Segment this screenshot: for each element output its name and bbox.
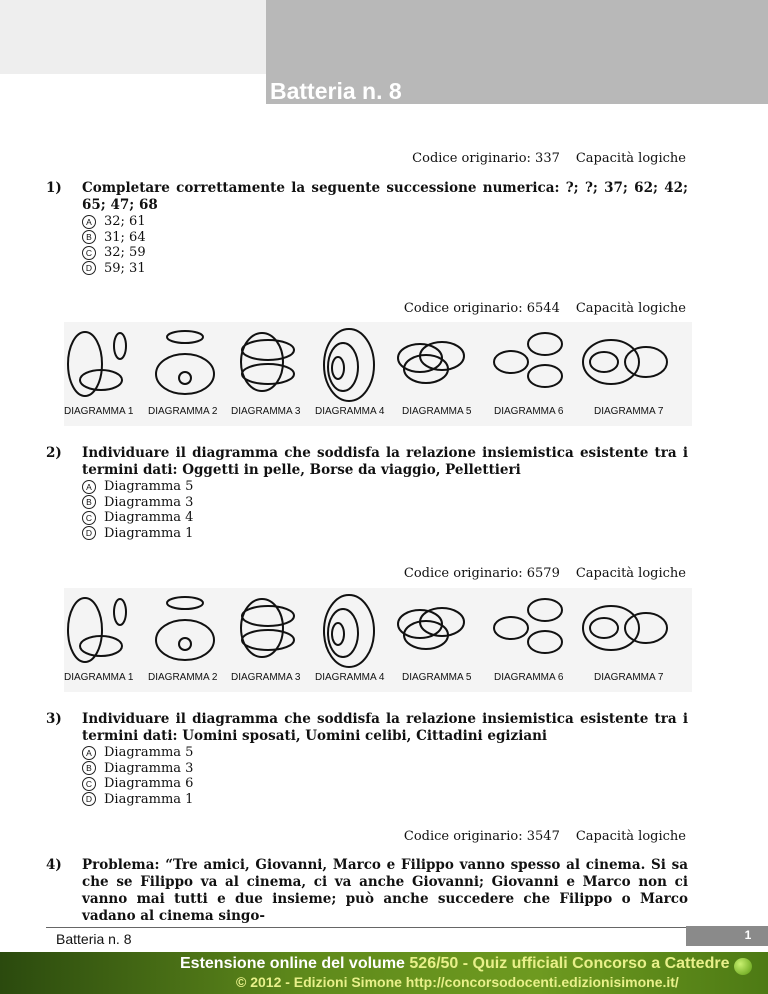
option-text: 32; 59 <box>104 245 146 260</box>
diagram-label: DIAGRAMMA 5 <box>402 406 472 417</box>
venn-diagrams-figure <box>64 588 692 692</box>
banner-copyright-link[interactable]: © 2012 - Edizioni Simone http://concorsodocenti.edizionisimone.it/ <box>236 974 679 990</box>
option-text: Diagramma 5 <box>104 745 194 760</box>
header-band-left <box>0 0 266 74</box>
question-text <box>46 857 688 925</box>
option-text: 32; 61 <box>104 214 146 229</box>
answer-options <box>82 214 146 276</box>
question-category: Capacità logiche <box>575 566 686 581</box>
question-meta <box>404 829 686 844</box>
option-letter: A <box>82 215 96 229</box>
question-code: Codice originario: 3547 <box>403 829 560 844</box>
question-body: Individuare il diagramma che soddisfa la relazione insiemistica esistente tra i termini dati: Uomini sposati, Uomini celibi, Cittadini egiziani <box>82 711 688 744</box>
diagram-label: DIAGRAMMA 1 <box>64 406 134 417</box>
answer-option[interactable] <box>82 761 193 777</box>
question-number: 2) <box>46 445 62 461</box>
question-meta <box>412 151 686 166</box>
diagram-label: DIAGRAMMA 7 <box>594 406 664 417</box>
diagram-1-shape <box>68 598 126 662</box>
diagram-5-shape <box>398 342 464 383</box>
diagram-label: DIAGRAMMA 4 <box>315 406 385 417</box>
answer-option[interactable] <box>82 230 146 246</box>
question-meta <box>404 301 686 316</box>
option-text: Diagramma 1 <box>104 791 194 807</box>
answer-option[interactable] <box>82 745 193 761</box>
option-letter: D <box>82 526 96 540</box>
diagram-4-shape <box>324 329 374 401</box>
question-text <box>46 180 688 214</box>
diagram-2-shape <box>156 597 214 660</box>
option-letter: A <box>82 746 96 760</box>
page-number-tab <box>686 926 768 946</box>
question-meta <box>404 566 686 581</box>
option-letter: C <box>82 511 96 525</box>
diagram-label: DIAGRAMMA 3 <box>231 406 301 417</box>
diagram-label: DIAGRAMMA 2 <box>148 406 218 417</box>
answer-option[interactable] <box>82 261 146 277</box>
option-letter: C <box>82 246 96 260</box>
option-text: Diagramma 4 <box>104 510 194 525</box>
option-text: 59; 31 <box>104 260 146 276</box>
question-body: Problema: “Tre amici, Giovanni, Marco e Filippo vanno spesso al cinema. Si sa che se Filippo va al cinema, ci va anche Giovanni; Giovanni e Marco non ci vanno mai tutti e due insieme; può anche succedere che Filippo o Marco vadano al cinema singo- <box>82 857 688 924</box>
option-letter: B <box>82 761 96 775</box>
question-code: Codice originario: 6544 <box>403 301 560 316</box>
option-letter: B <box>82 230 96 244</box>
question-number: 3) <box>46 711 62 727</box>
question-number: 4) <box>46 857 62 873</box>
option-text: Diagramma 3 <box>104 760 194 776</box>
question-number: 1) <box>46 180 62 196</box>
diagram-label: DIAGRAMMA 6 <box>494 672 564 683</box>
diagram-7-shape <box>583 340 667 384</box>
question-category: Capacità logiche <box>575 301 686 316</box>
banner-headline <box>180 955 729 973</box>
diagram-3-shape <box>241 333 294 391</box>
option-letter: B <box>82 495 96 509</box>
answer-option[interactable] <box>82 479 193 495</box>
option-text: 31; 64 <box>104 229 146 245</box>
question-body: Individuare il diagramma che soddisfa la relazione insiemistica esistente tra i termini dati: Oggetti in pelle, Borse da viaggio, Pellettieri <box>82 445 688 478</box>
diagram-4-shape <box>324 595 374 667</box>
question-category: Capacità logiche <box>575 829 686 844</box>
option-text: Diagramma 5 <box>104 479 194 494</box>
diagram-2-shape <box>156 331 214 394</box>
question-category: Capacità logiche <box>575 151 686 166</box>
answer-options <box>82 745 193 807</box>
diagram-7-shape <box>583 606 667 650</box>
answer-option[interactable] <box>82 495 193 511</box>
option-letter: A <box>82 480 96 494</box>
diagram-6-shape <box>494 599 562 653</box>
option-text: Diagramma 1 <box>104 525 194 541</box>
answer-options <box>82 479 193 541</box>
footer-label: Batteria n. 8 <box>56 931 132 947</box>
diagram-label: DIAGRAMMA 5 <box>402 672 472 683</box>
banner-headline-a: Estensione online del volume <box>180 955 410 972</box>
footer-divider <box>46 927 686 928</box>
apple-icon <box>734 958 752 975</box>
diagram-label: DIAGRAMMA 2 <box>148 672 218 683</box>
page-title: Batteria n. 8 <box>270 78 402 104</box>
venn-diagrams-figure <box>64 322 692 426</box>
answer-option[interactable] <box>82 776 193 792</box>
option-letter: D <box>82 792 96 806</box>
diagram-6-shape <box>494 333 562 387</box>
diagram-5-shape <box>398 608 464 649</box>
diagram-1-shape <box>68 332 126 396</box>
banner-headline-b: 526/50 - Quiz ufficiali Concorso a Cattedre <box>409 955 730 972</box>
answer-option[interactable] <box>82 792 193 808</box>
diagram-label: DIAGRAMMA 3 <box>231 672 301 683</box>
option-letter: D <box>82 261 96 275</box>
page-number: 1 <box>744 928 752 942</box>
diagram-label: DIAGRAMMA 1 <box>64 672 134 683</box>
option-letter: C <box>82 777 96 791</box>
answer-option[interactable] <box>82 510 193 526</box>
question-code: Codice originario: 6579 <box>403 566 560 581</box>
diagram-label: DIAGRAMMA 4 <box>315 672 385 683</box>
answer-option[interactable] <box>82 245 146 261</box>
diagram-label: DIAGRAMMA 6 <box>494 406 564 417</box>
diagram-3-shape <box>241 599 294 657</box>
question-code: Codice originario: 337 <box>412 151 560 166</box>
question-text <box>46 445 688 479</box>
question-text <box>46 711 688 745</box>
option-text: Diagramma 3 <box>104 494 194 510</box>
question-body: Completare correttamente la seguente successione numerica: ?; ?; 37; 62; 42; 65; 47; 68 <box>82 180 688 213</box>
diagram-label: DIAGRAMMA 7 <box>594 672 664 683</box>
option-text: Diagramma 6 <box>104 776 194 791</box>
promo-banner[interactable] <box>0 952 768 994</box>
answer-option[interactable] <box>82 214 146 230</box>
answer-option[interactable] <box>82 526 193 542</box>
